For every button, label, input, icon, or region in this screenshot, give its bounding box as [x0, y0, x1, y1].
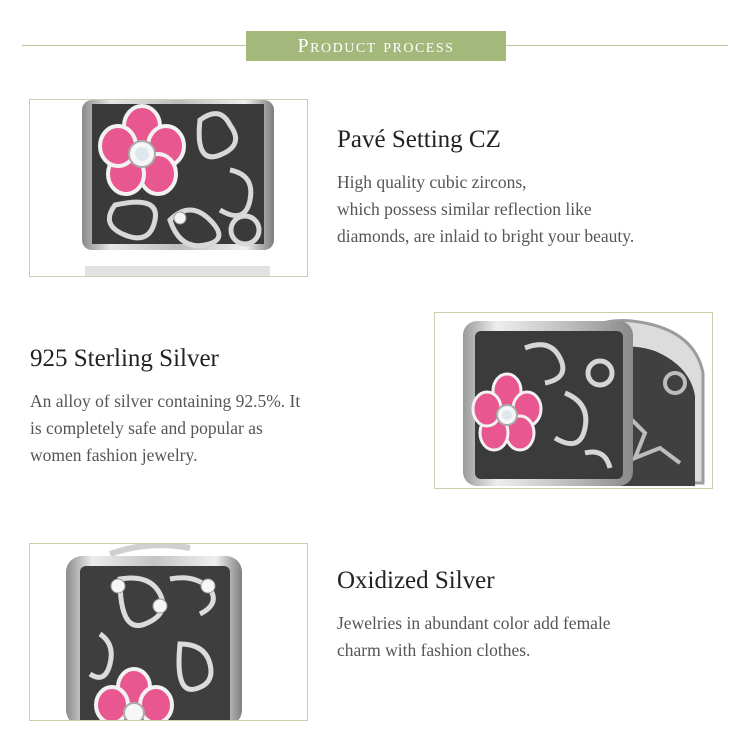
charm-oxidized-image: [30, 544, 307, 720]
feature-desc-pave: [337, 169, 634, 250]
pave-setting-photo: [29, 99, 308, 277]
feature-desc-line: diamonds, are inlaid to bright your beauty.: [337, 226, 635, 246]
charm-closeup-image: [30, 100, 307, 276]
charm-side-image: [435, 313, 712, 488]
feature-desc-line: is completely safe and popular as: [30, 418, 263, 438]
feature-desc-line: charm with fashion clothes.: [337, 640, 531, 660]
feature-desc-line: An alloy of silver containing 92.5%. It: [30, 391, 301, 411]
feature-desc-sterling: [30, 388, 300, 469]
feature-desc-line: which possess similar reflection like: [337, 199, 592, 219]
feature-title-oxidized: Oxidized Silver: [337, 567, 495, 594]
feature-desc-line: High quality cubic zircons,: [337, 172, 527, 192]
oxidized-silver-photo: [29, 543, 308, 721]
header-divider-right: [506, 45, 728, 46]
feature-desc-line: Jewelries in abundant color add female: [337, 613, 611, 633]
feature-desc-line: women fashion jewelry.: [30, 445, 198, 465]
sterling-silver-photo: [434, 312, 713, 489]
feature-title-sterling: 925 Sterling Silver: [30, 345, 219, 372]
section-header-title: Product process: [297, 34, 455, 57]
feature-desc-oxidized: [337, 610, 611, 664]
header-divider-left: [22, 45, 246, 46]
feature-title-pave: Pavé Setting CZ: [337, 126, 501, 153]
section-header-banner: [246, 31, 506, 61]
